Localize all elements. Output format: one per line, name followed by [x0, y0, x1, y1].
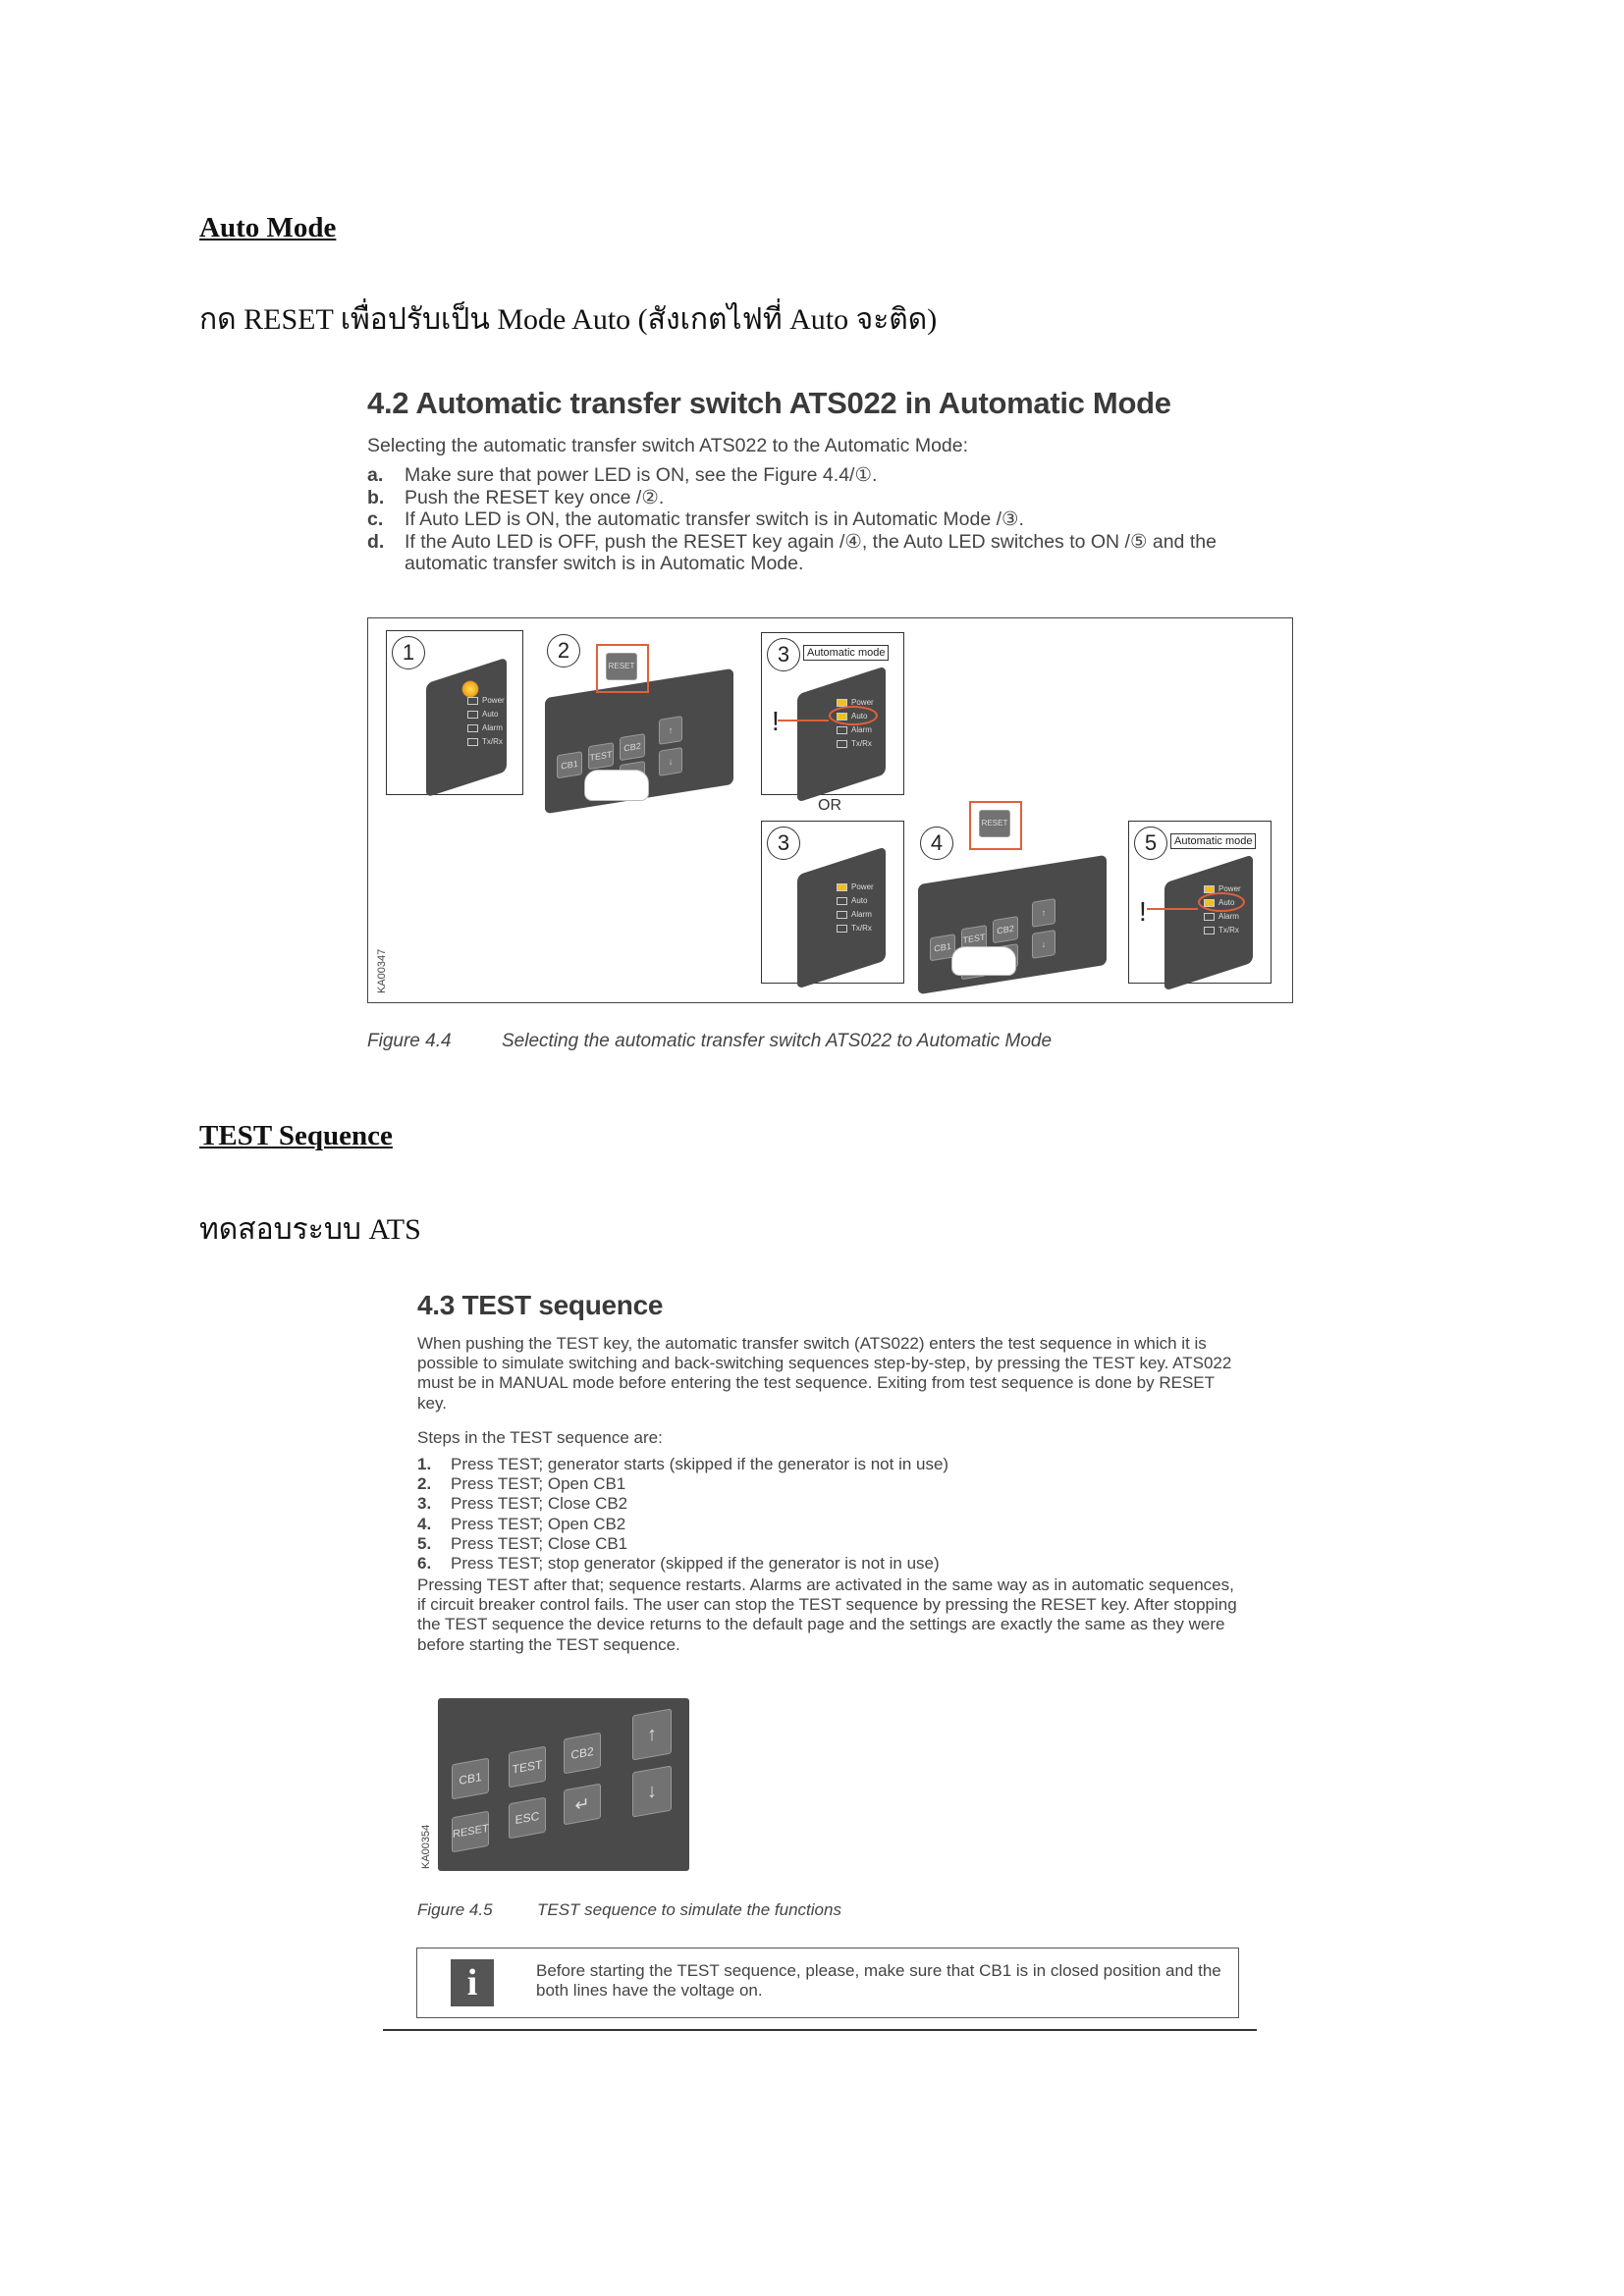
list-item: 1. Press TEST; generator starts (skipped if the generator is not in use) [417, 1455, 949, 1473]
pointer-line [778, 720, 829, 721]
list-item: d. If the Auto LED is OFF, push the RESET key again /④, the Auto LED switches to ON /⑤ and the automatic transfer switch is in Automatic Mode. [367, 530, 1217, 575]
figure-4-4 [367, 617, 1293, 1003]
led-icon [837, 897, 847, 905]
down-arrow-key: ↓ [632, 1765, 672, 1817]
figure-id-label: KA00354 [420, 1824, 432, 1869]
section-4-2-intro: Selecting the automatic transfer switch ATS022 to the Automatic Mode: [367, 435, 969, 456]
attention-mark: ! [772, 706, 780, 736]
step-number-3: 3 [767, 638, 800, 671]
step-number-3: 3 [767, 827, 800, 860]
cb2-key: CB2 [564, 1733, 601, 1775]
step-2-frame: 2 CB1 TEST CB2 ↑ ↓ RESET [545, 624, 741, 801]
list-item: b. Push the RESET key once /②. [367, 486, 665, 508]
figure-4-5-number: Figure 4.5 [417, 1900, 493, 1919]
list-item: 2. Press TEST; Open CB1 [417, 1474, 626, 1494]
attention-mark: ! [1139, 896, 1147, 927]
test-sequence-steps [417, 1455, 1238, 1574]
keypad-panel: CB1 TEST CB2 ↑ ↓ [918, 855, 1107, 994]
list-item: 6. Press TEST; stop generator (skipped if the generator is not in use) [417, 1554, 940, 1574]
reset-key: RESET [452, 1811, 489, 1853]
device-face [797, 666, 886, 802]
step-number-4: 4 [920, 827, 953, 860]
finger-icon [584, 770, 649, 801]
keypad-panel: CB1 TEST CB2 ↑ ↓ [545, 668, 733, 814]
led-icon [467, 738, 478, 746]
led-icon [837, 726, 847, 734]
info-note-text: Before starting the TEST sequence, please, make sure that CB1 is in closed position and the both lines have the voltage on. [536, 1961, 1221, 2001]
auto-led-highlight [1198, 892, 1245, 912]
step-4-frame: 4 CB1 TEST CB2 ↑ ↓ RESET [918, 801, 1114, 988]
list-item: 3. Press TEST; Close CB2 [417, 1494, 628, 1514]
automatic-mode-tag: Automatic mode [803, 645, 889, 661]
led-icon [837, 925, 847, 933]
test-key: TEST [509, 1746, 546, 1789]
figure-4-4-caption: Selecting the automatic transfer switch ATS022 to Automatic Mode [502, 1031, 1053, 1051]
auto-mode-heading: Auto Mode [199, 212, 337, 243]
figure-id-label: KA00347 [376, 948, 388, 993]
or-label: OR [818, 797, 841, 814]
up-arrow-key: ↑ [632, 1708, 672, 1760]
info-note [416, 1948, 1239, 2018]
figure-4-4-number: Figure 4.4 [367, 1031, 452, 1051]
keypad-figure [438, 1698, 689, 1871]
step-number-5: 5 [1134, 827, 1167, 860]
section-4-3-paragraph: When pushing the TEST key, the automatic transfer switch (ATS022) enters the test sequence in which it is possible to simulate switching and back-switching sequences step-by-step, by pressing the TEST key. ATS022 must be in MANUAL mode before entering the test sequence. Exiting from test sequence is done by RESET key. [417, 1334, 1232, 1413]
step-number-2: 2 [547, 634, 580, 667]
step-1-frame: 1 Power Auto Alarm Tx/Rx [386, 630, 523, 795]
cb1-key: CB1 [452, 1758, 489, 1800]
pointer-line [1147, 908, 1198, 910]
led-icon [1204, 913, 1215, 921]
enter-key: ↵ [564, 1784, 601, 1826]
test-sequence-instruction: ทดสอบระบบ ATS [199, 1213, 421, 1246]
finger-icon [951, 946, 1016, 976]
step-5-frame: 5 Automatic mode Power Auto Alarm Tx/Rx ! [1128, 821, 1272, 984]
esc-key: ESC [509, 1797, 546, 1840]
led-icon [467, 697, 478, 705]
list-item: 4. Press TEST; Open CB2 [417, 1514, 626, 1533]
steps-intro: Steps in the TEST sequence are: [417, 1428, 663, 1447]
step-number-1: 1 [392, 636, 425, 669]
test-sequence-heading: TEST Sequence [199, 1120, 393, 1151]
led-icon [1204, 927, 1215, 934]
led-icon [467, 724, 478, 732]
section-4-2-title: 4.2 Automatic transfer switch ATS022 in Automatic Mode [367, 386, 1171, 420]
led-icon [837, 740, 847, 748]
bottom-rule [383, 2029, 1257, 2031]
list-item: 5. Press TEST; Close CB1 [417, 1533, 628, 1553]
led-icon [837, 883, 847, 891]
step-3b-frame: 3 Power Auto Alarm Tx/Rx [761, 821, 904, 984]
section-4-3-paragraph-2: Pressing TEST after that; sequence restarts. Alarms are activated in the same way as in automatic sequences, if circuit breaker control fails. The user can stop the TEST sequence by pressing the RESET key. After stopping the TEST sequence the device returns to the default page and the settings are exactly the same as they were before starting the TEST sequence. [417, 1575, 1237, 1654]
auto-mode-instruction: กด RESET เพื่อปรับเป็น Mode Auto (สังเกตไฟที่ Auto จะติด) [199, 303, 938, 336]
figure-4-5-caption: TEST sequence to simulate the functions [537, 1900, 841, 1919]
section-4-3-title: 4.3 TEST sequence [417, 1290, 664, 1320]
list-item: a. Make sure that power LED is ON, see the Figure 4.4/①. [367, 464, 878, 486]
auto-led-highlight [829, 706, 878, 725]
info-icon: i [451, 1959, 494, 2006]
automatic-mode-tag: Automatic mode [1170, 833, 1256, 849]
list-item: c. If Auto LED is ON, the automatic transfer switch is in Automatic Mode /③. [367, 508, 1024, 531]
device-face [1164, 854, 1253, 990]
led-icon [837, 911, 847, 919]
led-icon [467, 711, 478, 719]
step-3a-frame: 3 Automatic mode Power Auto Alarm Tx/Rx ! [761, 632, 904, 795]
auto-mode-steps [367, 464, 1261, 575]
